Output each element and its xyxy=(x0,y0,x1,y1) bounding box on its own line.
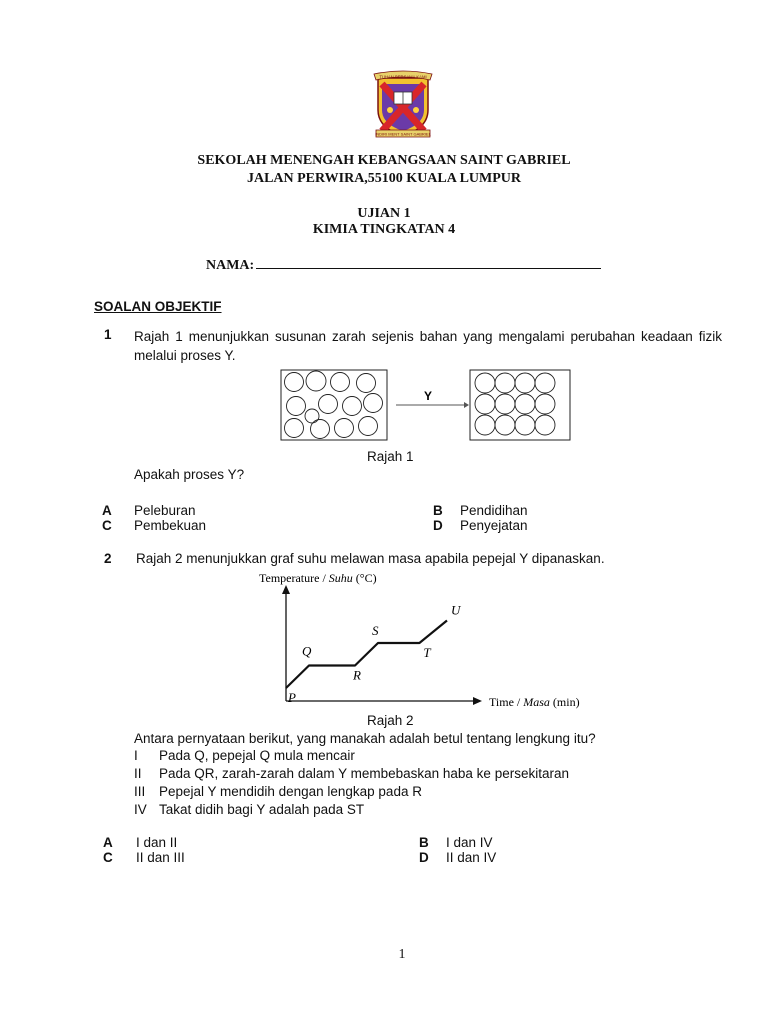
q2-option-c-letter: C xyxy=(103,850,113,865)
q2-figure-caption: Rajah 2 xyxy=(367,713,414,728)
q1-option-d-text: Penyejatan xyxy=(460,518,528,533)
q1-option-c-letter: C xyxy=(102,518,112,533)
exam-title: UJIAN 1 xyxy=(357,206,411,221)
q2-statement-2-roman: II xyxy=(134,766,142,781)
q2-number: 2 xyxy=(104,551,112,566)
q2-statement-2-text: Pada QR, zarah-zarah dalam Y membebaskan haba ke persekitaran xyxy=(159,766,569,781)
q2-question: Antara pernyataan berikut, yang manakah adalah betul tentang lengkung itu? xyxy=(134,731,596,746)
q2-statement-4-roman: IV xyxy=(134,802,147,817)
name-blank-line xyxy=(256,256,601,269)
q1-number: 1 xyxy=(104,327,112,342)
point-label-t: T xyxy=(423,645,431,660)
name-field xyxy=(206,256,601,274)
q1-option-c-text: Pembekuan xyxy=(134,518,207,533)
q2-graph xyxy=(255,568,605,716)
school-address: JALAN PERWIRA,55100 KUALA LUMPUR xyxy=(246,171,522,186)
q1-diagram xyxy=(278,368,574,444)
svg-text:INDIRI MENT SAINT GABRIEL: INDIRI MENT SAINT GABRIEL xyxy=(375,131,431,137)
q2-option-a-letter: A xyxy=(103,835,113,850)
q2-statement-3-text: Pepejal Y mendidih dengan lengkap pada R xyxy=(159,784,422,799)
q1-text: Rajah 1 menunjukkan susunan zarah sejenis bahan yang mengalami perubahan keadaan fizik melalui proses Y. xyxy=(134,329,722,363)
q2-option-b-text: I dan IV xyxy=(446,835,493,850)
subject-title: KIMIA TINGKATAN 4 xyxy=(312,222,456,237)
q2-option-d-text: II dan IV xyxy=(446,850,497,865)
section-title: SOALAN OBJEKTIF xyxy=(94,299,222,314)
right-particles xyxy=(475,373,555,435)
school-name: SEKOLAH MENENGAH KEBANGSAAN SAINT GABRIEL xyxy=(197,153,571,168)
x-axis-label: Time / Masa (min) xyxy=(489,695,580,709)
process-label-y: Y xyxy=(423,389,433,403)
q1-option-d-letter: D xyxy=(433,518,443,533)
left-particles xyxy=(285,371,383,439)
q2-text: Rajah 2 menunjukkan graf suhu melawan masa apabila pepejal Y dipanaskan. xyxy=(136,551,605,566)
q2-statement-1-text: Pada Q, pepejal Q mula mencair xyxy=(159,748,355,763)
q2-statement-1-roman: I xyxy=(134,748,138,763)
name-label: NAMA: xyxy=(206,258,255,273)
y-axis-label: Temperature / Suhu (°C) xyxy=(259,571,377,585)
solid-box xyxy=(281,370,387,440)
point-label-q: Q xyxy=(302,643,312,659)
svg-text:TUHAN BERSAMA KAMI: TUHAN BERSAMA KAMI xyxy=(379,74,427,80)
point-label-r: R xyxy=(353,667,361,683)
point-label-u: U xyxy=(451,602,461,618)
q1-figure-caption: Rajah 1 xyxy=(367,449,414,464)
school-crest-logo xyxy=(372,70,434,140)
q1-option-a-letter: A xyxy=(102,503,112,518)
q1-option-a-text: Peleburan xyxy=(134,503,196,518)
page-number: 1 xyxy=(398,947,406,962)
q1-option-b-letter: B xyxy=(433,503,443,518)
q2-statement-3-roman: III xyxy=(134,784,146,799)
q2-statement-4-text: Takat didih bagi Y adalah pada ST xyxy=(159,802,365,817)
q1-option-b-text: Pendidihan xyxy=(460,503,528,518)
point-label-p: P xyxy=(288,690,296,705)
q2-option-d-letter: D xyxy=(419,850,429,865)
q2-option-b-letter: B xyxy=(419,835,429,850)
q1-question: Apakah proses Y? xyxy=(134,467,245,482)
point-label-s: S xyxy=(372,623,379,638)
q2-option-c-text: II dan III xyxy=(136,850,185,865)
q2-option-a-text: I dan II xyxy=(136,835,178,850)
